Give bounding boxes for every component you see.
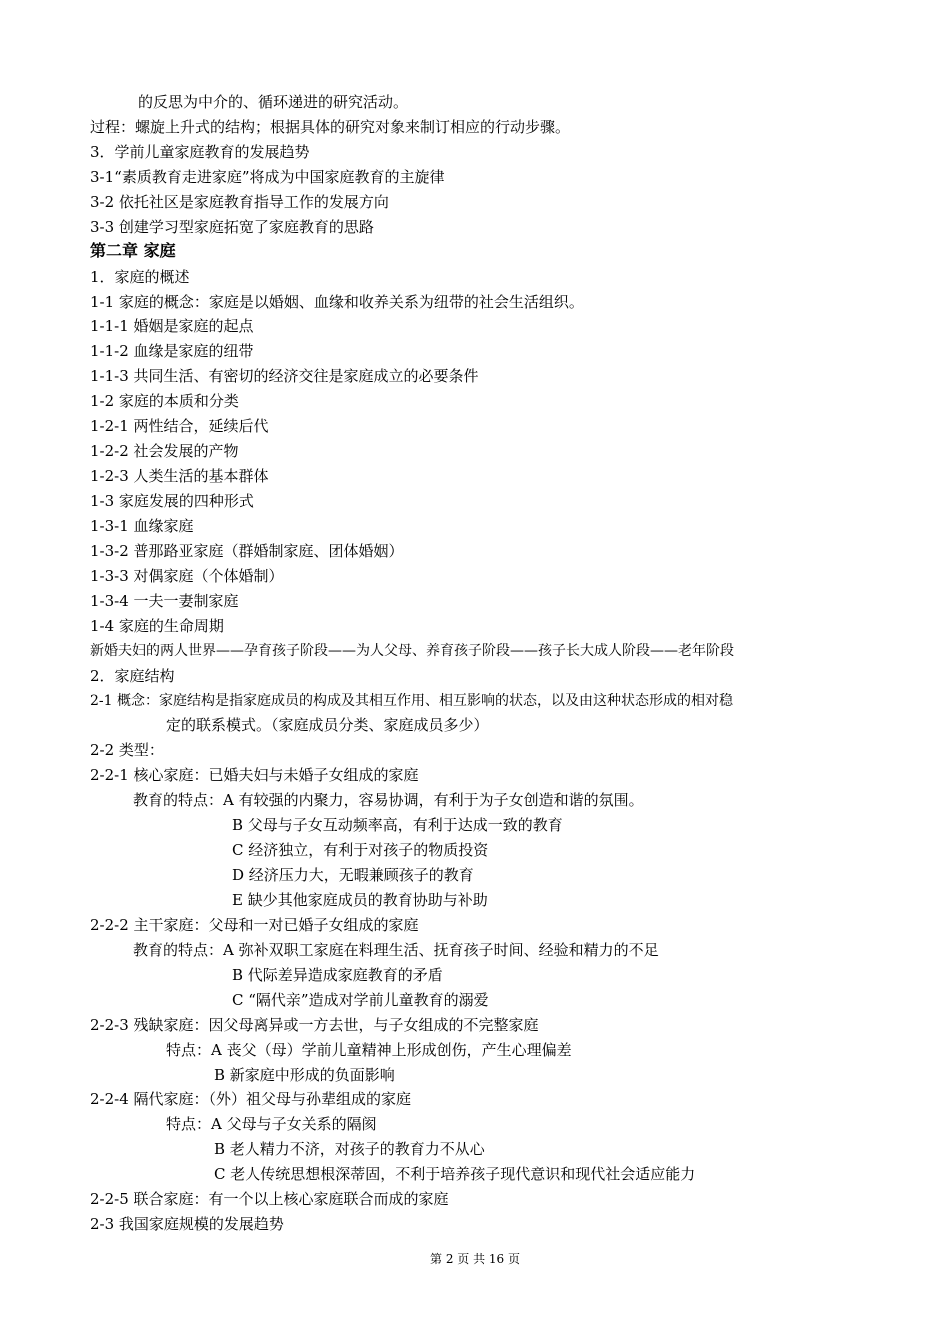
- text-line: 的反思为中介的、循环递进的研究活动。: [138, 93, 409, 111]
- text-line: 2-3 我国家庭规模的发展趋势: [90, 1215, 284, 1233]
- text-line: 2-2 类型：: [90, 741, 164, 759]
- text-line: 1-1 家庭的概念：家庭是以婚姻、血缘和收养关系为纽带的社会生活组织。: [90, 293, 584, 311]
- list-item: B 父母与子女互动频率高，有利于达成一致的教育: [232, 816, 563, 834]
- text-line: 定的联系模式。（家庭成员分类、家庭成员多少）: [166, 716, 489, 734]
- text-line: 1-2-1 两性结合，延续后代: [90, 417, 269, 435]
- text-line: 1-3-4 一夫一妻制家庭: [90, 592, 239, 610]
- list-item: C “隔代亲”造成对学前儿童教育的溺爱: [232, 991, 489, 1009]
- text-line: 教育的特点：A 弥补双职工家庭在料理生活、抚育孩子时间、经验和精力的不足: [133, 941, 659, 959]
- list-item: B 老人精力不济，对孩子的教育力不从心: [214, 1140, 485, 1158]
- text-line: 2-2-1 核心家庭：已婚夫妇与未婚子女组成的家庭: [90, 766, 419, 784]
- text-line: 特点：A 丧父（母）学前儿童精神上形成创伤，产生心理偏差: [166, 1041, 572, 1059]
- list-item: B 代际差异造成家庭教育的矛盾: [232, 966, 443, 984]
- text-line: 1-1-3 共同生活、有密切的经济交往是家庭成立的必要条件: [90, 367, 479, 385]
- text-line: 3-2 依托社区是家庭教育指导工作的发展方向: [90, 193, 389, 211]
- list-item: C 经济独立，有利于对孩子的物质投资: [232, 841, 489, 859]
- list-item: C 老人传统思想根深蒂固，不利于培养孩子现代意识和现代社会适应能力: [214, 1165, 696, 1183]
- text-line: 3-3 创建学习型家庭拓宽了家庭教育的思路: [90, 218, 374, 236]
- section-heading: 2．家庭结构: [90, 667, 175, 685]
- text-line: 2-1 概念：家庭结构是指家庭成员的构成及其相互作用、相互影响的状态，以及由这种状态形成的相对稳: [90, 693, 733, 709]
- text-line: 1-3 家庭发展的四种形式: [90, 492, 254, 510]
- text-line: 1-3-1 血缘家庭: [90, 517, 194, 535]
- text-line: 3-1“素质教育走进家庭”将成为中国家庭教育的主旋律: [90, 168, 445, 186]
- text-line: 2-2-3 残缺家庭：因父母离异或一方去世，与子女组成的不完整家庭: [90, 1016, 539, 1034]
- text-line: 1-4 家庭的生命周期: [90, 617, 224, 635]
- chapter-title: 第二章 家庭: [90, 241, 176, 260]
- text-line: 1-2 家庭的本质和分类: [90, 392, 239, 410]
- text-line: 1-2-2 社会发展的产物: [90, 442, 239, 460]
- text-line: 2-2-4 隔代家庭：（外）祖父母与孙辈组成的家庭: [90, 1090, 412, 1108]
- text-line: 新婚夫妇的两人世界——孕育孩子阶段——为人父母、养育孩子阶段——孩子长大成人阶段——老年阶段: [90, 643, 734, 659]
- list-item: E 缺少其他家庭成员的教育协助与补助: [232, 891, 488, 909]
- text-line: 教育的特点：A 有较强的内聚力，容易协调，有利于为子女创造和谐的氛围。: [133, 791, 644, 809]
- section-heading: 1．家庭的概述: [90, 268, 190, 286]
- text-line: 过程：螺旋上升式的结构；根据具体的研究对象来制订相应的行动步骤。: [90, 118, 571, 136]
- text-line: 特点：A 父母与子女关系的隔阂: [166, 1115, 377, 1133]
- text-line: 1-3-3 对偶家庭（个体婚制）: [90, 567, 284, 585]
- text-line: 1-3-2 普那路亚家庭（群婚制家庭、团体婚姻）: [90, 542, 404, 560]
- text-line: 2-2-2 主干家庭：父母和一对已婚子女组成的家庭: [90, 916, 419, 934]
- text-line: 2-2-5 联合家庭：有一个以上核心家庭联合而成的家庭: [90, 1190, 449, 1208]
- list-item: D 经济压力大，无暇兼顾孩子的教育: [232, 866, 474, 884]
- section-heading: 3．学前儿童家庭教育的发展趋势: [90, 143, 310, 161]
- text-line: 1-1-2 血缘是家庭的纽带: [90, 342, 254, 360]
- text-line: 1-1-1 婚姻是家庭的起点: [90, 317, 254, 335]
- page-footer: 第 2 页 共 16 页: [430, 1252, 520, 1266]
- text-line: 1-2-3 人类生活的基本群体: [90, 467, 269, 485]
- list-item: B 新家庭中形成的负面影响: [214, 1066, 395, 1084]
